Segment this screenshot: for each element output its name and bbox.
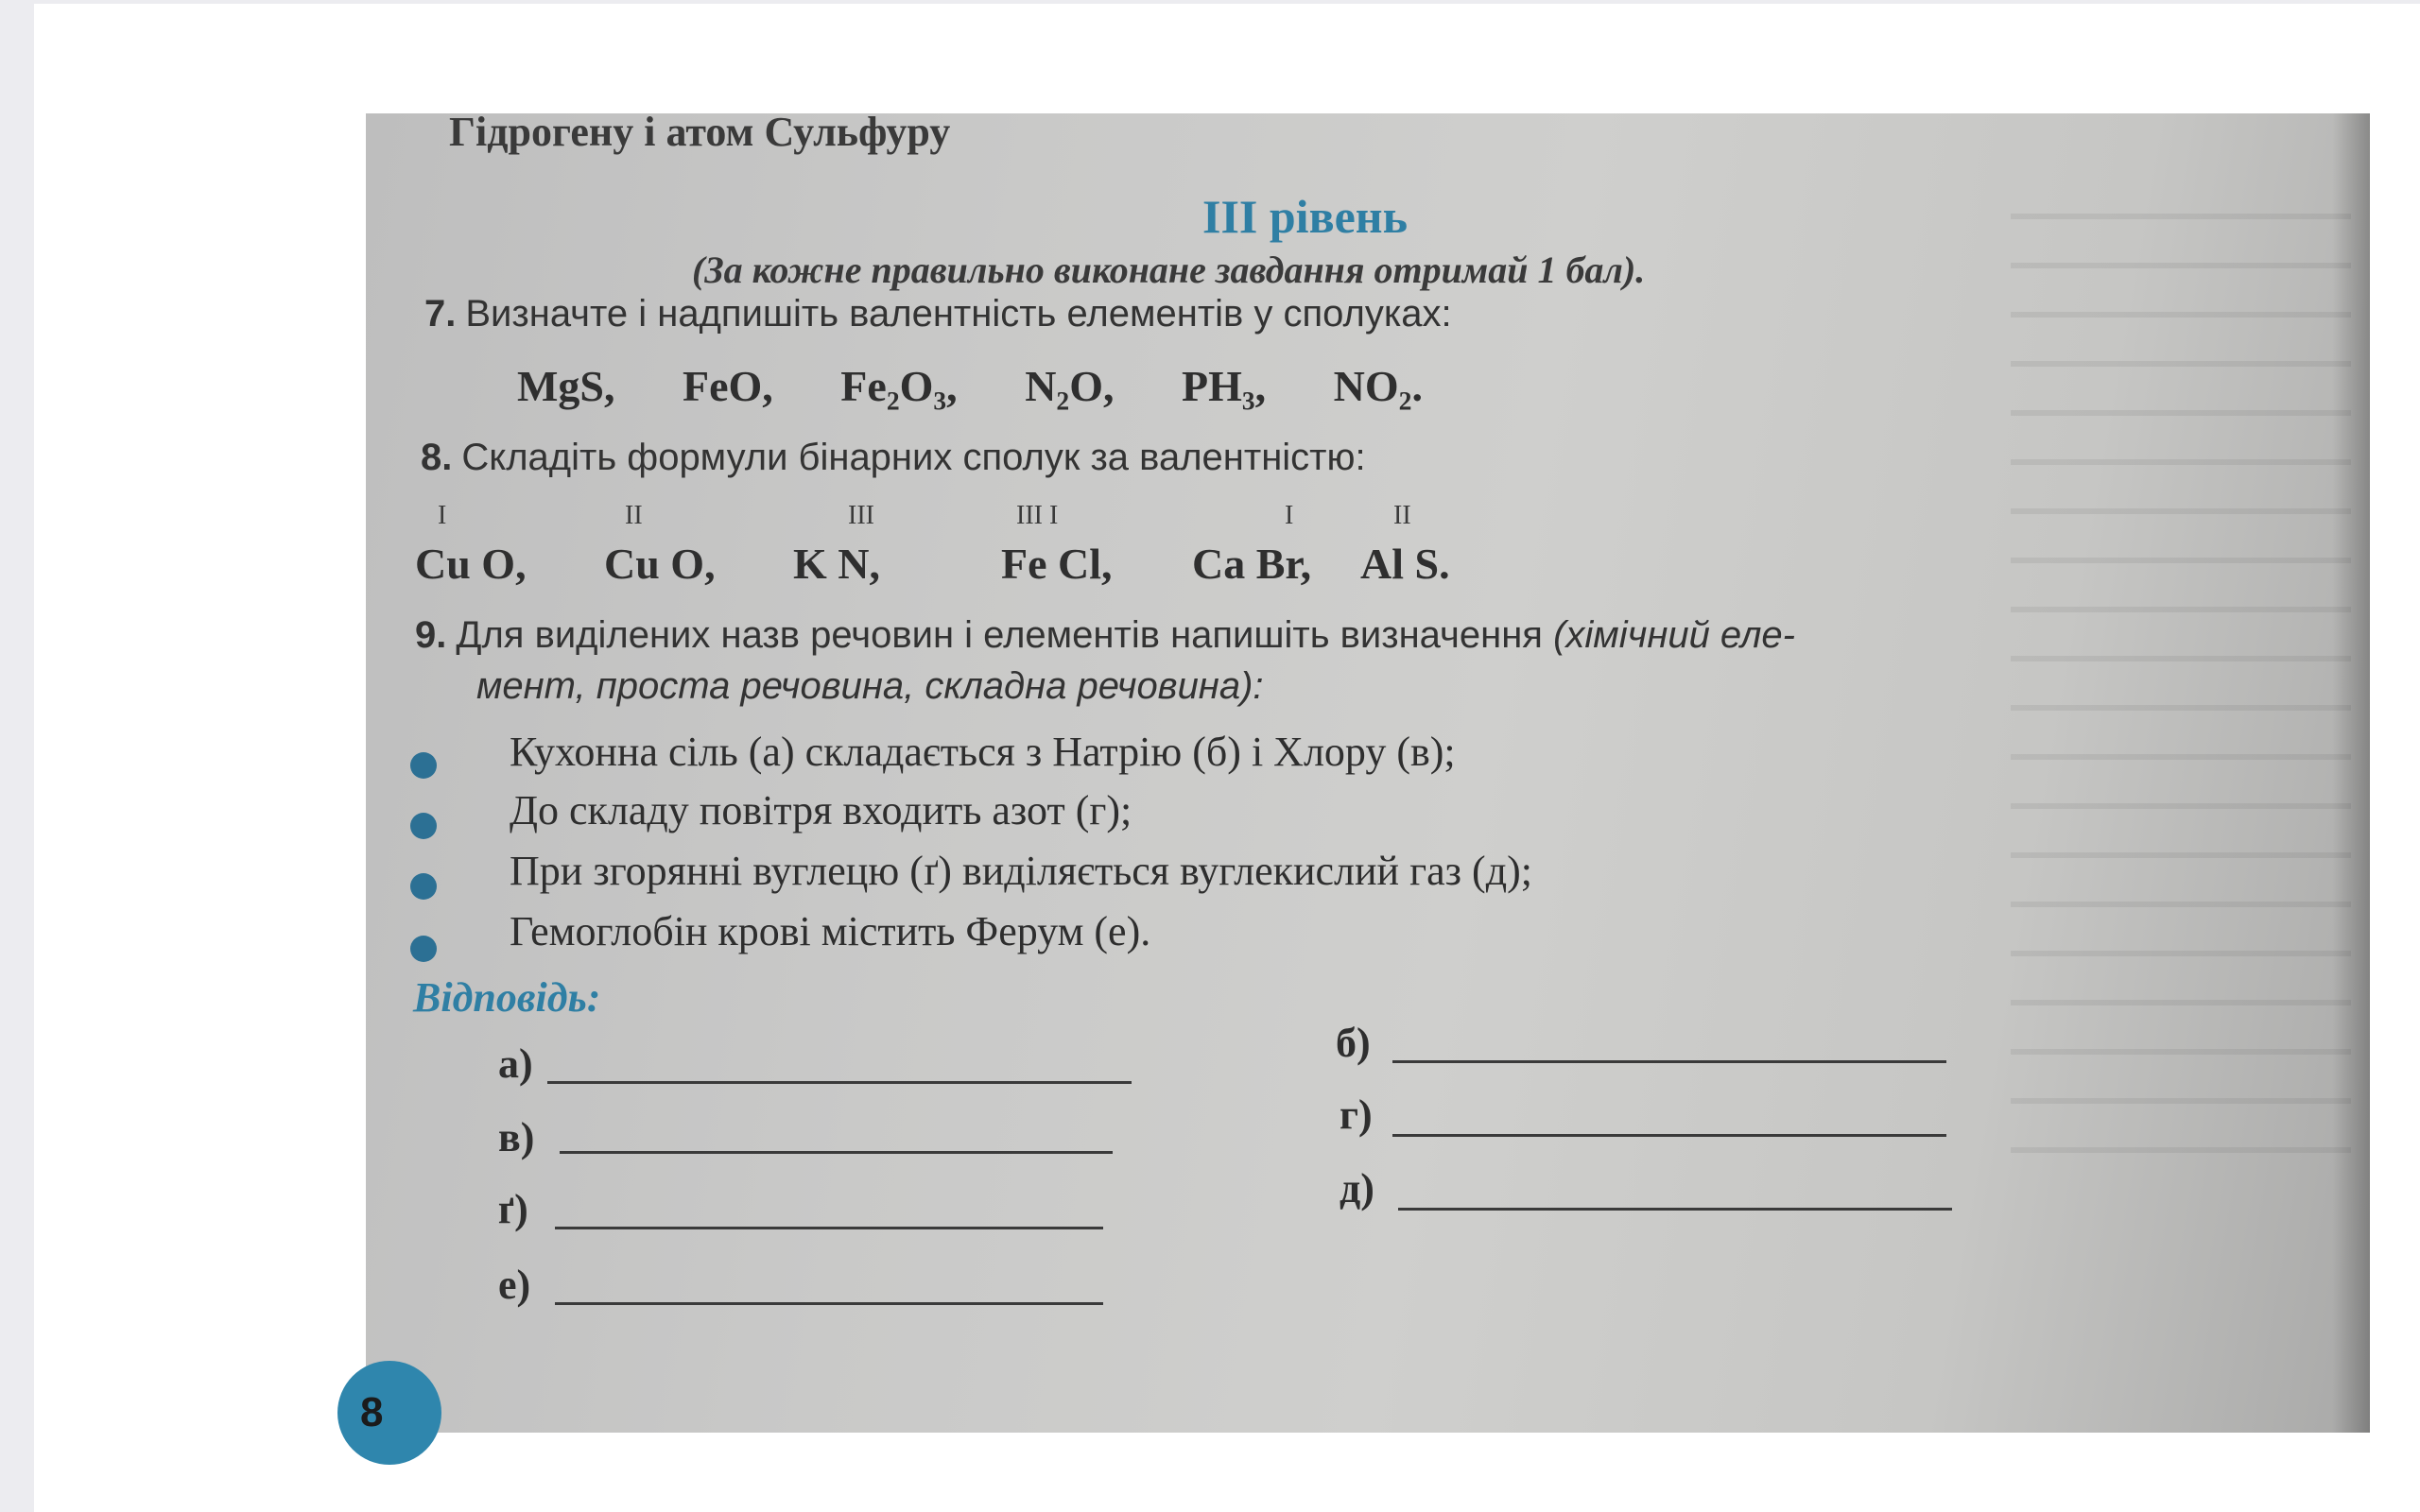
valence-mark: I — [438, 501, 447, 530]
bullet-icon — [410, 936, 437, 962]
answer-label-g: ґ) — [498, 1186, 528, 1232]
task-7-text: Визначте і надпишіть валентність елементів у сполуках: — [465, 293, 1452, 335]
answer-line-d[interactable] — [1398, 1208, 1952, 1211]
formula-item: FeO, — [683, 362, 773, 410]
previous-task-tail: Гідрогену і атом Сульфуру — [449, 109, 951, 155]
answer-line-h[interactable] — [1392, 1134, 1946, 1137]
answer-label-a: а) — [498, 1040, 533, 1087]
level-heading: III рівень — [1202, 190, 1409, 243]
valence-mark: III — [848, 501, 874, 530]
valence-mark: II — [625, 501, 643, 530]
answer-label-e: е) — [498, 1262, 531, 1308]
valence-mark: III I — [1016, 501, 1059, 530]
textbook-page-photo — [360, 109, 2370, 1435]
answer-line-b[interactable] — [1392, 1060, 1946, 1063]
formula-item: N₂O, — [1025, 362, 1115, 410]
bullet-icon — [410, 752, 437, 779]
answer-label-v: в) — [498, 1114, 535, 1160]
page-number: 8 — [360, 1389, 384, 1435]
task-7-number: 7. — [424, 293, 457, 335]
page-edge-shadow — [2332, 113, 2370, 1433]
task-9-text: Для виділених назв речовин і елементів напишіть визначення — [456, 614, 1543, 656]
answer-heading: Відповідь: — [413, 974, 601, 1021]
task-9 — [415, 614, 1795, 657]
page-number-badge — [337, 1361, 441, 1465]
formula-item: NO₂. — [1333, 362, 1423, 410]
answer-line-a[interactable] — [547, 1081, 1132, 1084]
formula-item: Fe₂O₃, — [840, 362, 958, 410]
task-9-statement: Кухонна сіль (а) складається з Натрію (б) і Хлору (в); — [510, 729, 1456, 775]
formula-item: Cu O, — [415, 540, 527, 588]
formula-item: MgS, — [517, 362, 615, 410]
task-9-statement: При згорянні вуглецю (ґ) виділяється вуглекислий газ (д); — [510, 848, 1532, 894]
bullet-icon — [410, 813, 437, 839]
formula-item: Al S. — [1360, 540, 1450, 588]
answer-label-b: б) — [1336, 1020, 1371, 1066]
task-7-formulas — [517, 361, 1479, 411]
task-9-number: 9. — [415, 614, 447, 656]
answer-line-g[interactable] — [555, 1227, 1103, 1229]
task-8-text: Складіть формули бінарних сполук за валентністю: — [461, 437, 1366, 478]
task-9-statement: До складу повітря входить азот (г); — [510, 787, 1132, 833]
task-8 — [421, 437, 1366, 479]
answer-label-h: г) — [1340, 1091, 1373, 1138]
formula-item: K N, — [793, 540, 880, 588]
formula-item: Cu O, — [604, 540, 716, 588]
answer-line-e[interactable] — [555, 1302, 1103, 1305]
answer-label-d: д) — [1340, 1165, 1374, 1211]
valence-mark: I — [1285, 501, 1294, 530]
bullet-icon — [410, 873, 437, 900]
task-8-valence-formulas — [415, 501, 1549, 595]
task-7 — [424, 293, 1452, 335]
bleed-through-text — [2011, 208, 2351, 1153]
valence-mark: II — [1393, 501, 1411, 530]
task-8-number: 8. — [421, 437, 453, 478]
formula-item: Fe Cl, — [1001, 540, 1113, 588]
level-scoring-note: (За кожне правильно виконане завдання отримай 1 бал). — [692, 249, 1646, 291]
answer-line-v[interactable] — [560, 1151, 1113, 1154]
formula-item: PH₃, — [1181, 362, 1267, 410]
task-9-hint-part1: (хімічний еле- — [1553, 614, 1795, 656]
formula-item: Ca Br, — [1192, 540, 1312, 588]
task-9-hint-part2: мент, проста речовина, складна речовина): — [476, 665, 1264, 707]
task-9-statement: Гемоглобін крові містить Ферум (е). — [510, 908, 1151, 954]
